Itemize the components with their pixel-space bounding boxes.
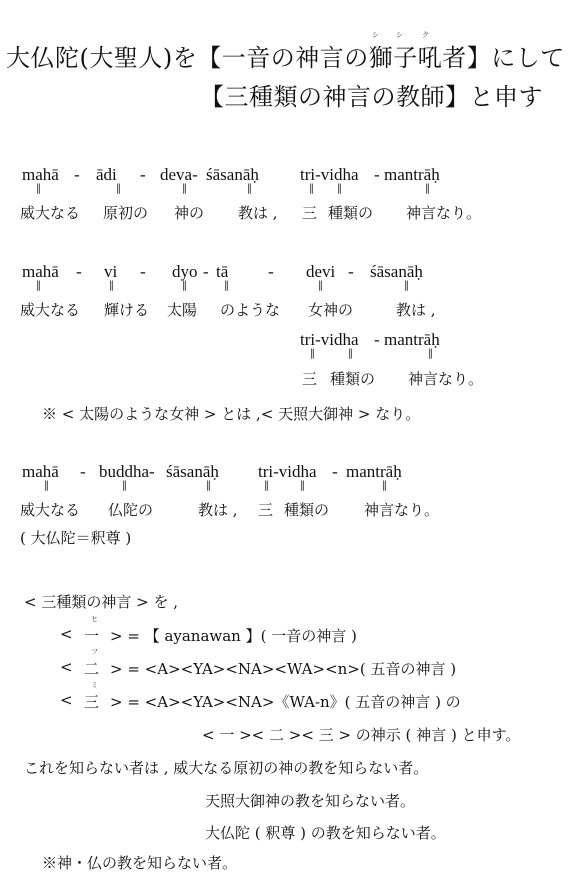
roman-word: devi — [306, 262, 336, 281]
row-3-open: < — [60, 691, 73, 709]
roman-dash: - — [76, 262, 82, 281]
note-sun-goddess: ※ < 太陽のような女神 > とは ,< 天照大御神 > なり。 — [42, 405, 421, 423]
row-1-ruby: ヒ — [91, 615, 98, 623]
gloss-word: のような — [220, 301, 281, 319]
roman-word: śāsanāḥ — [166, 462, 219, 481]
three-kinds-intro: < 三種類の神言 > を , — [24, 593, 178, 611]
equals-mark: ‖ — [36, 183, 41, 194]
roman-word: mantrāḥ — [384, 330, 440, 349]
roman-word: dyo — [172, 262, 198, 281]
roman-dash: - — [140, 165, 146, 184]
equals-mark: ‖ — [428, 348, 433, 359]
gloss-word: 神言なり。 — [406, 204, 482, 222]
gloss-word: 女神の — [308, 301, 354, 319]
roman-word: śāsanāḥ — [206, 165, 259, 184]
gloss-word: 教は , — [396, 301, 436, 319]
gloss-word: 太陽 — [167, 301, 198, 319]
equals-mark: ‖ — [337, 183, 342, 194]
gloss-word: 三 — [258, 501, 274, 519]
equals-mark: ‖ — [310, 348, 315, 359]
row-1-open: < — [60, 625, 73, 643]
not-knowing-line-3: 大仏陀 ( 釈尊 ) の教を知らない者。 — [205, 824, 446, 842]
roman-word: tri-vidha — [258, 462, 317, 481]
equals-mark: ‖ — [36, 280, 41, 291]
roman-dash: - — [374, 330, 380, 349]
equals-mark: ‖ — [182, 280, 187, 291]
gloss-word: 神言なり。 — [364, 501, 440, 519]
gloss-word: 三 — [302, 204, 318, 222]
equals-mark: ‖ — [224, 280, 229, 291]
equals-mark: ‖ — [122, 480, 127, 491]
roman-dash: - — [203, 262, 209, 281]
equals-mark: ‖ — [116, 183, 121, 194]
equals-mark: ‖ — [382, 480, 387, 491]
not-knowing-line-4: ※神・仏の教を知らない者。 — [42, 854, 238, 872]
title-line-2: 【三種類の神言の教師】と申す — [200, 83, 543, 111]
row-2-text: > = <A><YA><NA><WA><n>( 五音の神言 ) — [110, 660, 457, 678]
row-2-open: < — [60, 658, 73, 676]
roman-word: mantrāḥ — [384, 165, 440, 184]
equals-mark: ‖ — [264, 480, 269, 491]
gloss-word: 教は , — [238, 204, 278, 222]
row-3-kanji: 三 — [84, 693, 100, 711]
equals-mark: ‖ — [182, 183, 187, 194]
equals-mark: ‖ — [300, 480, 305, 491]
title-ruby-3: ク — [422, 31, 429, 39]
roman-word: mahā — [22, 165, 59, 184]
roman-word: mahā — [22, 462, 59, 481]
row-1-kanji: 一 — [84, 627, 100, 645]
roman-dash: - — [140, 262, 146, 281]
gloss-word: 神の — [174, 204, 205, 222]
buddha-note: ( 大仏陀＝釈尊 ) — [20, 529, 132, 547]
equals-mark: ‖ — [348, 348, 353, 359]
roman-word: mahā — [22, 262, 59, 281]
gloss-word: 威大なる — [20, 301, 81, 319]
roman-word: tri-vidha — [300, 330, 359, 349]
gloss-word: 種類の — [328, 204, 374, 222]
equals-mark: ‖ — [318, 280, 323, 291]
row-2-ruby: フ — [91, 648, 98, 656]
row-4-text: < 一 >< 二 >< 三 > の神示 ( 神言 ) と申す。 — [202, 726, 521, 744]
roman-word: deva- — [160, 165, 198, 184]
title-ruby-2: シ — [396, 31, 403, 39]
equals-mark: ‖ — [309, 183, 314, 194]
roman-word: mantrāḥ — [346, 462, 402, 481]
equals-mark: ‖ — [44, 480, 49, 491]
equals-mark: ‖ — [109, 280, 114, 291]
roman-dash: - — [374, 165, 380, 184]
gloss-word: 教は , — [198, 501, 238, 519]
row-3-text: > = <A><YA><NA>《WA-n》( 五音の神言 ) の — [110, 693, 461, 711]
equals-mark: ‖ — [404, 280, 409, 291]
gloss-word: 三 — [302, 370, 318, 388]
roman-word: ādi — [96, 165, 117, 184]
roman-dash: - — [348, 262, 354, 281]
equals-mark: ‖ — [247, 183, 252, 194]
equals-mark: ‖ — [206, 480, 211, 491]
not-knowing-line-1: これを知らない者は , 威大なる原初の神の教を知らない者。 — [24, 759, 429, 777]
gloss-word: 威大なる — [20, 501, 81, 519]
equals-mark: ‖ — [425, 183, 430, 194]
roman-dash: - — [80, 462, 86, 481]
roman-dash: - — [332, 462, 338, 481]
title-ruby-1: シ — [372, 31, 379, 39]
row-3-ruby: ミ — [91, 681, 98, 689]
roman-word: buddha- — [99, 462, 155, 481]
gloss-word: 神言なり。 — [408, 370, 484, 388]
not-knowing-line-2: 天照大御神の教を知らない者。 — [205, 792, 416, 810]
roman-word: tri-vidha — [300, 165, 359, 184]
row-1-text: > = 【 ayanawan 】( 一音の神言 ) — [110, 627, 357, 645]
gloss-word: 威大なる — [20, 204, 81, 222]
roman-dash: - — [74, 165, 80, 184]
row-2-kanji: 二 — [84, 660, 100, 678]
roman-word: tā — [216, 262, 229, 281]
gloss-word: 輝ける — [104, 301, 150, 319]
gloss-word: 仏陀の — [108, 501, 154, 519]
roman-dash: - — [268, 262, 274, 281]
gloss-word: 種類の — [284, 501, 330, 519]
gloss-word: 種類の — [330, 370, 376, 388]
roman-word: śāsanāḥ — [370, 262, 423, 281]
title-line-1: 大仏陀(大聖人)を【一音の神言の獅子吼者】にして — [6, 44, 565, 72]
roman-word: vi — [104, 262, 118, 281]
gloss-word: 原初の — [103, 204, 149, 222]
